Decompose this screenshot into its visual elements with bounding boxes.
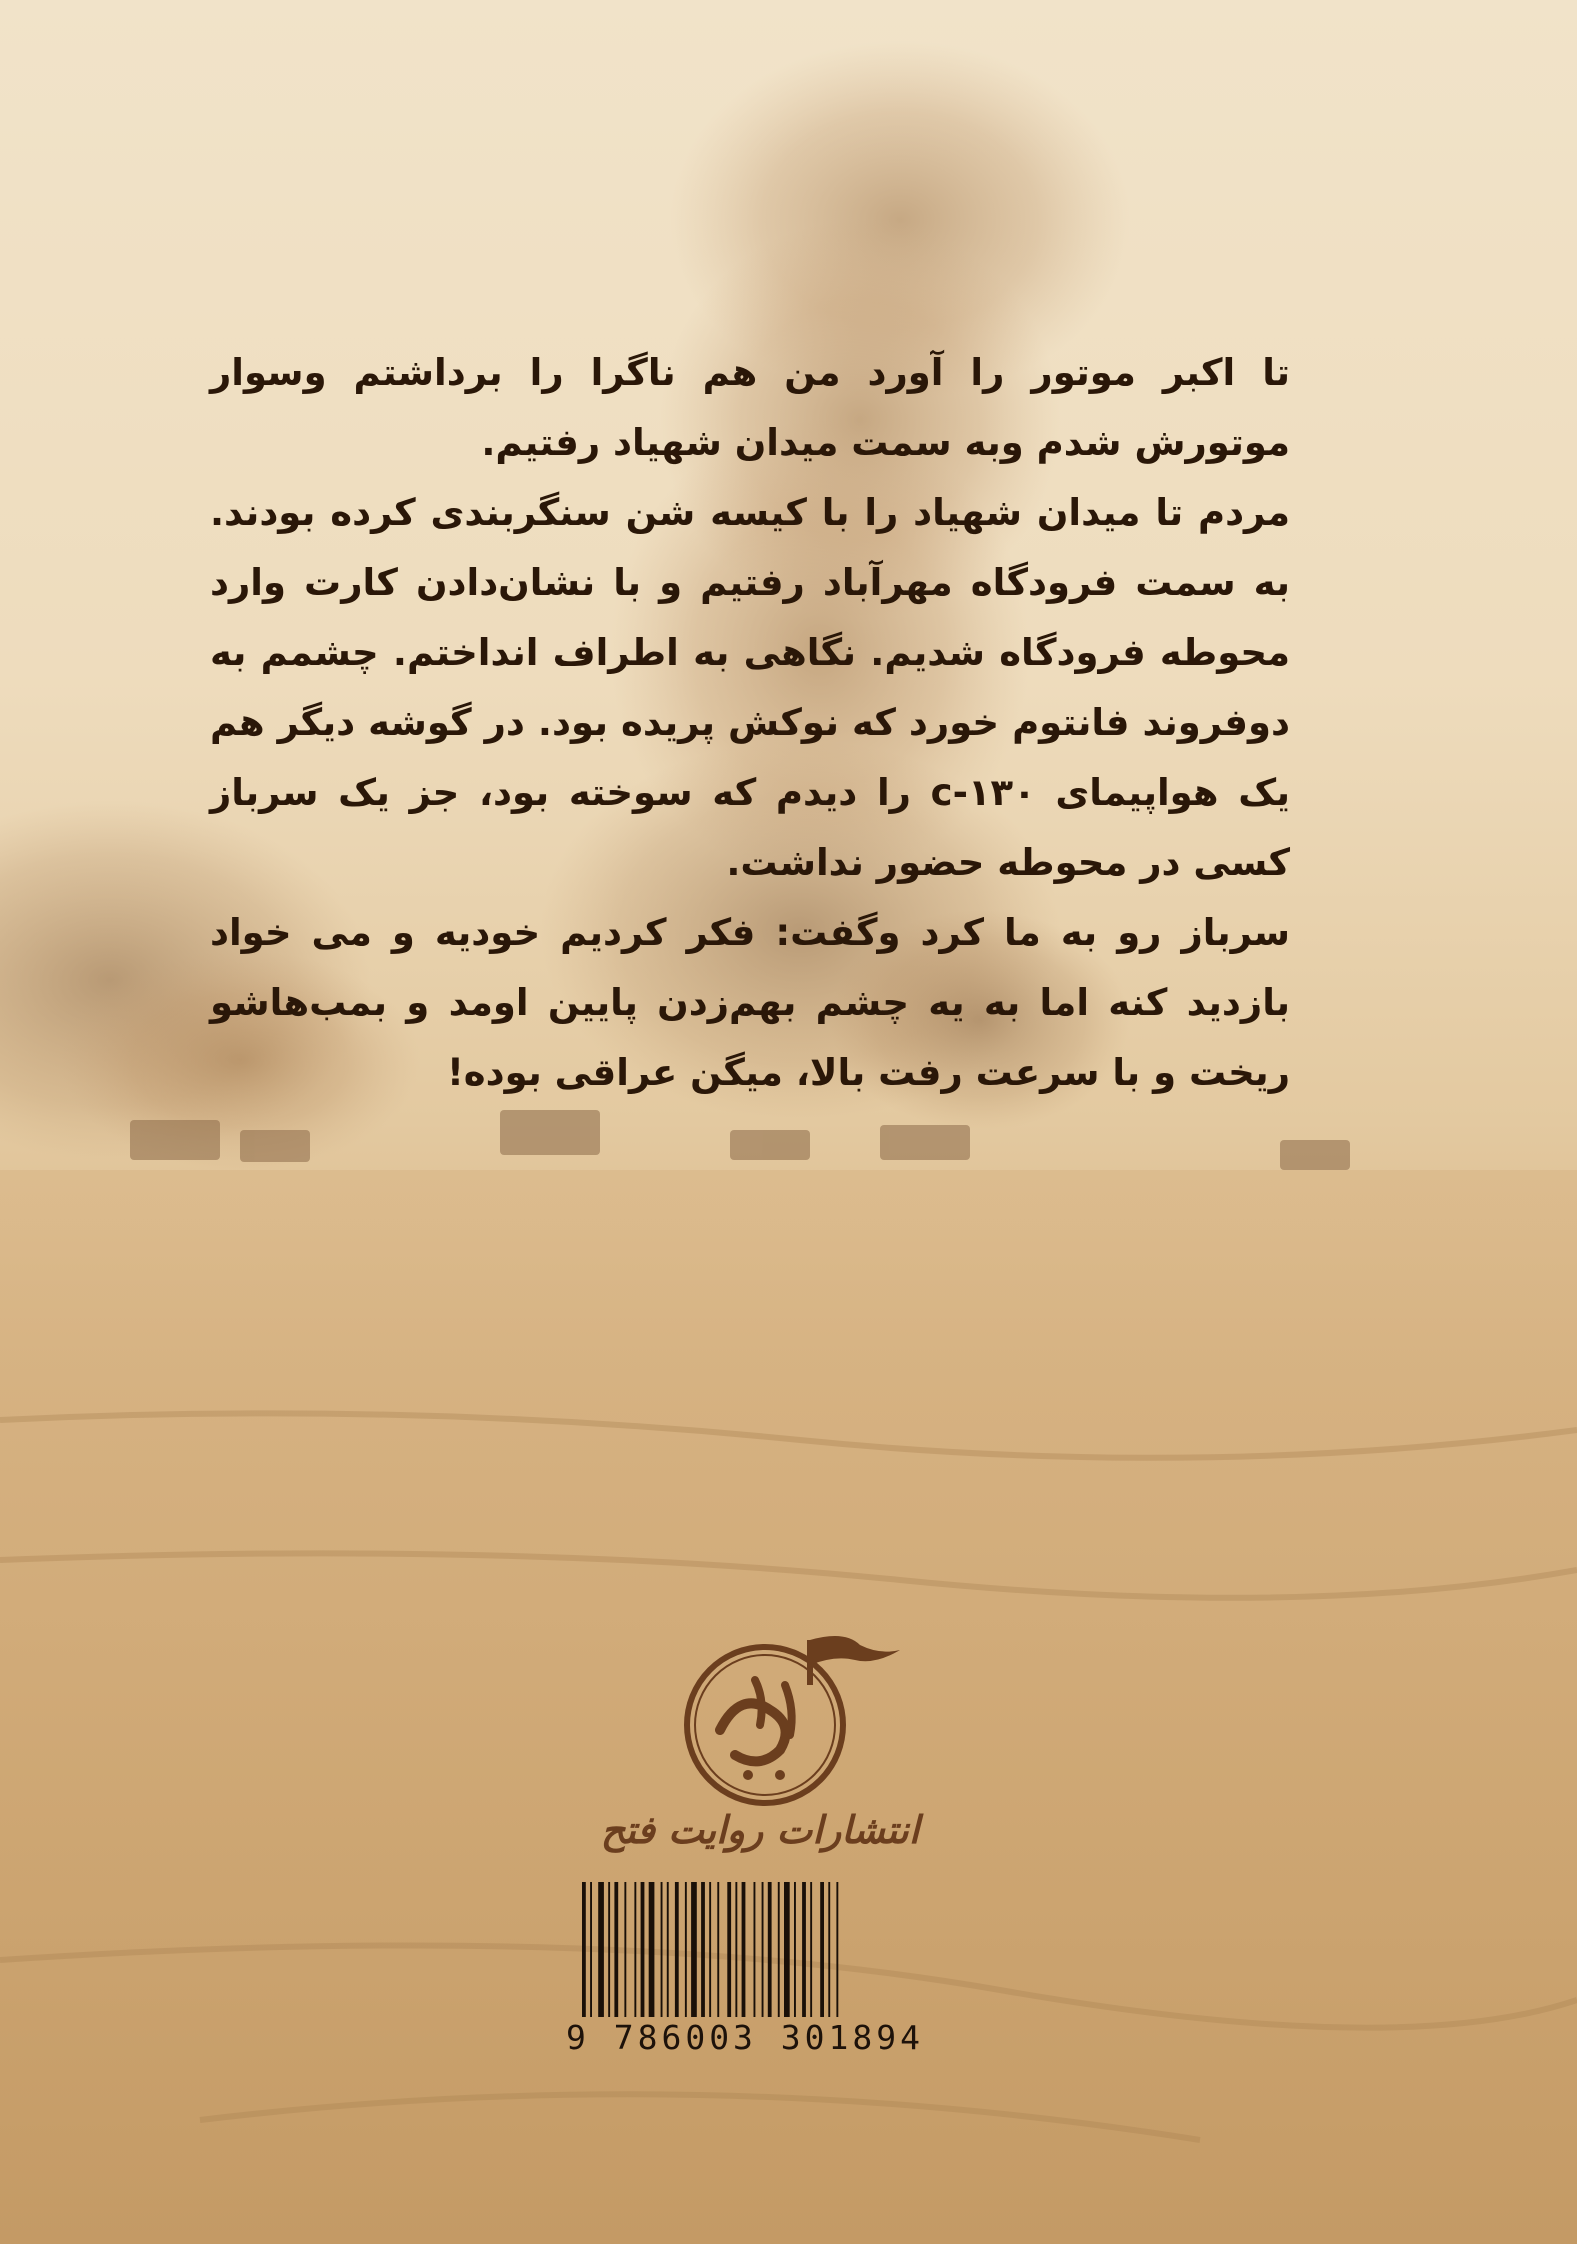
paragraph-1: تا اکبر موتور را آورد من هم ناگرا را برداشتم وسوار موتورش شدم وبه سمت میدان شهیاد رفتیم. [210, 351, 1290, 464]
barcode-bar [754, 1882, 756, 2017]
barcode-bar [828, 1882, 830, 2017]
barcode-bar [735, 1882, 737, 2017]
isbn-number: 9 786003 301894 [565, 2018, 924, 2057]
barcode-bar [802, 1882, 806, 2017]
barcode-bar [742, 1882, 746, 2017]
barcode-bar [624, 1882, 626, 2017]
barcode-bar [685, 1882, 687, 2017]
barcode-bar [582, 1882, 586, 2017]
barcode-bar [778, 1882, 780, 2017]
barcode-bar [836, 1882, 838, 2017]
barcode-bar [794, 1882, 796, 2017]
barcode-bar [768, 1882, 772, 2017]
barcode-bar [701, 1882, 705, 2017]
barcode-bar [762, 1882, 764, 2017]
back-cover-text [210, 338, 1290, 1108]
barcode-bar [810, 1882, 812, 2017]
barcode-bar [727, 1882, 731, 2017]
barcode-bar [667, 1882, 669, 2017]
publisher-name: انتشارات روایت فتح [600, 1807, 920, 1852]
barcode-bar [614, 1882, 618, 2017]
barcode-bar [634, 1882, 636, 2017]
barcode-bar [641, 1882, 645, 2017]
barcode-bar [608, 1882, 610, 2017]
barcode-bar [691, 1882, 697, 2017]
barcode-bar [784, 1882, 790, 2017]
isbn-barcode [560, 1882, 930, 2062]
barcode-bar [590, 1882, 592, 2017]
barcode-bars [580, 1882, 910, 2017]
publisher-logo [660, 1610, 910, 1820]
barcode-bar [649, 1882, 655, 2017]
barcode-bar [717, 1882, 719, 2017]
barcode-bar [709, 1882, 711, 2017]
paragraph-2: مردم تا میدان شهیاد را با کیسه شن سنگربندی کرده بودند. به سمت فرودگاه مهرآباد رفتیم و با نشان‌دادن کارت وارد محوطه فرودگاه شدیم. نگاهی به اطراف انداختم. چشمم به دوفروند فانتوم خورد که نوکش پریده بود. در گوشه دیگر هم یک هواپیمای c-۱۳۰ را دیدم که سوخته بود، جز یک سرباز کسی در محوطه حضور نداشت. [210, 491, 1290, 884]
barcode-bar [661, 1882, 663, 2017]
paragraph-3: سرباز رو به ما کرد وگفت: فکر کردیم خودیه و می خواد بازدید کنه اما به یه چشم بهم‌زدن پایین اومد و بمب‌هاشو ریخت و با سرعت رفت بالا، میگن عراقی بوده! [210, 911, 1290, 1094]
barcode-bar [598, 1882, 604, 2017]
barcode-bar [820, 1882, 824, 2017]
barcode-bar [675, 1882, 679, 2017]
